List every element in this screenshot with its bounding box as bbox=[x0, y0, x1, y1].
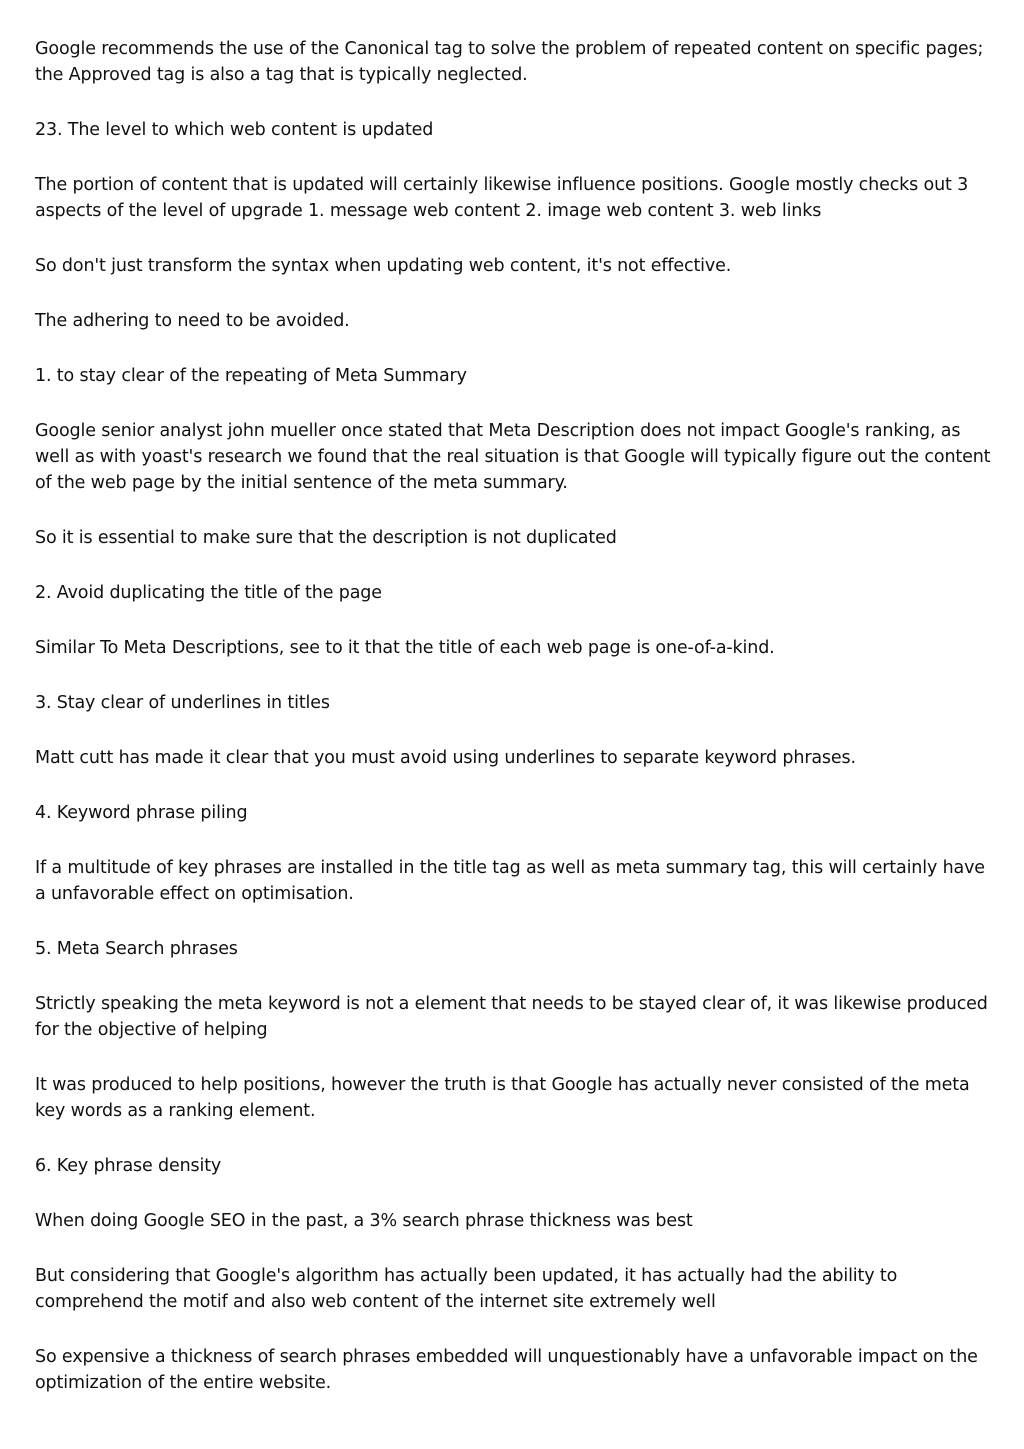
heading-underlines: 3. Stay clear of underlines in titles bbox=[35, 693, 330, 713]
heading-meta-summary: 1. to stay clear of the repeating of Meta Summary bbox=[35, 366, 467, 386]
paragraph-unique-title: Similar To Meta Descriptions, see to it that the title of each web page is one-of-a-kind. bbox=[35, 638, 775, 658]
paragraph-canonical-tag: Google recommends the use of the Canonical tag to solve the problem of repeated content on specific pages; the Approved tag is also a tag that is typically neglected. bbox=[35, 39, 984, 85]
document-body bbox=[35, 36, 997, 1425]
paragraph-density-impact: So expensive a thickness of search phrases embedded will unquestionably have a unfavorable impact on the optimization of the entire website. bbox=[35, 1347, 978, 1393]
paragraph-density-past: When doing Google SEO in the past, a 3% search phrase thickness was best bbox=[35, 1211, 693, 1231]
heading-content-update-level: 23. The level to which web content is updated bbox=[35, 120, 434, 140]
paragraph-ranking-element: It was produced to help positions, however the truth is that Google has actually never consisted of the meta key words as a ranking element. bbox=[35, 1075, 970, 1121]
heading-keyword-piling: 4. Keyword phrase piling bbox=[35, 803, 248, 823]
heading-meta-search-phrases: 5. Meta Search phrases bbox=[35, 939, 238, 959]
heading-duplicate-title: 2. Avoid duplicating the title of the page bbox=[35, 583, 382, 603]
paragraph-algorithm-updated: But considering that Google's algorithm has actually been updated, it has actually had the ability to comprehend the motif and also web content of the internet site extremely well bbox=[35, 1266, 898, 1312]
paragraph-syntax-note: So don't just transform the syntax when updating web content, it's not effective. bbox=[35, 256, 732, 276]
paragraph-keyword-piling: If a multitude of key phrases are installed in the title tag as well as meta summary tag, this will certainly have a unfavorable effect on optimisation. bbox=[35, 858, 985, 904]
paragraph-meta-keyword: Strictly speaking the meta keyword is not a element that needs to be stayed clear of, it was likewise produced for the objective of helping bbox=[35, 994, 988, 1040]
paragraph-avoid-intro: The adhering to need to be avoided. bbox=[35, 311, 350, 331]
paragraph-matt-cutt: Matt cutt has made it clear that you must avoid using underlines to separate keyword phrases. bbox=[35, 748, 856, 768]
paragraph-meta-description: Google senior analyst john mueller once stated that Meta Description does not impact Google's ranking, as well as with yoast's research we found that the real situation is that Google will typically figure out the content of the web page by the initial sentence of the meta summary. bbox=[35, 421, 991, 493]
paragraph-description-not-duplicated: So it is essential to make sure that the description is not duplicated bbox=[35, 528, 617, 548]
paragraph-update-aspects: The portion of content that is updated will certainly likewise influence positions. Google mostly checks out 3 aspects of the level of upgrade 1. message web content 2. image web content 3. web links bbox=[35, 175, 969, 221]
heading-keyword-density: 6. Key phrase density bbox=[35, 1156, 222, 1176]
